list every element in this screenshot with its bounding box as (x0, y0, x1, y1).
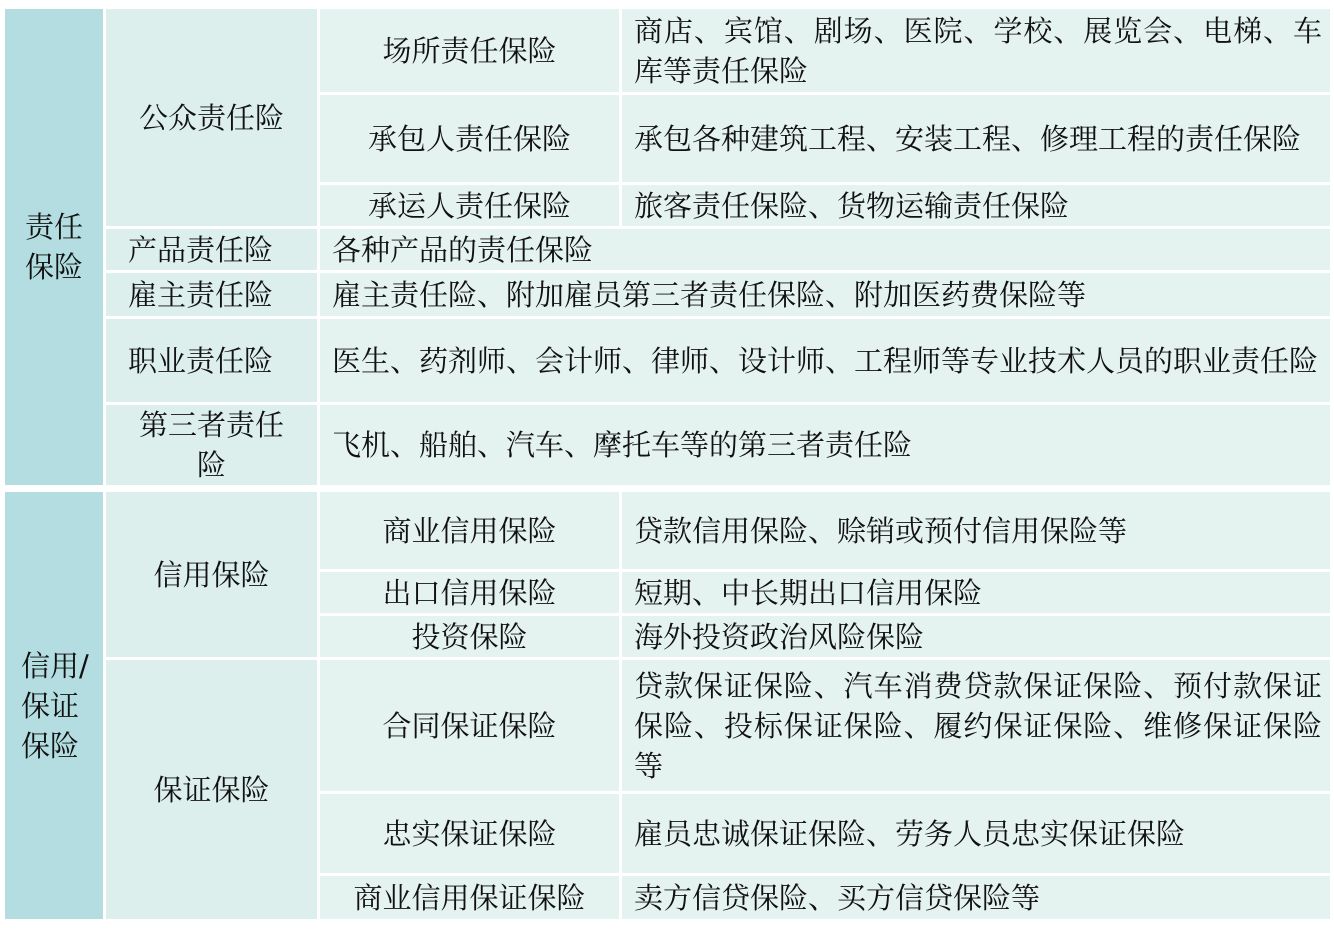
third-party-label: 第三者责任险 (138, 408, 284, 482)
kind-fidelity-guarantee: 忠实保证保险 (319, 793, 621, 875)
kind-commercial-credit-guarantee: 商业信用保证保险 (319, 875, 621, 921)
table-row (4, 318, 1332, 404)
table-row (4, 659, 1332, 793)
desc-commercial-credit: 贷款信用保险、赊销或预付信用保险等 (621, 489, 1332, 571)
kind-contract-guarantee: 合同保证保险 (319, 659, 621, 793)
desc-investment-insurance: 海外投资政治风险保险 (621, 615, 1332, 659)
category-credit-guarantee (4, 489, 105, 921)
table-row (4, 8, 1332, 94)
desc-export-credit: 短期、中长期出口信用保险 (621, 571, 1332, 615)
subcategory-employer-liability: 雇主责任险 (105, 272, 319, 318)
insurance-classification-table (2, 6, 1333, 922)
subcategory-guarantee-insurance: 保证保险 (105, 659, 319, 921)
desc-carrier-liability: 旅客责任保险、货物运输责任保险 (621, 184, 1332, 228)
subcategory-third-party-liability (105, 404, 319, 489)
table-row (4, 404, 1332, 489)
kind-premises-liability: 场所责任保险 (319, 8, 621, 94)
subcategory-product-liability: 产品责任险 (105, 228, 319, 272)
desc-employer-liability: 雇主责任险、附加雇员第三者责任保险、附加医药费保险等 (319, 272, 1332, 318)
category-liability-label: 责任保险 (24, 210, 83, 284)
desc-contract-guarantee: 贷款保证保险、汽车消费贷款保证保险、预付款保证保险、投标保证保险、履约保证保险、维修保证保险等 (621, 659, 1332, 793)
desc-fidelity-guarantee: 雇员忠诚保证保险、劳务人员忠实保证保险 (621, 793, 1332, 875)
subcategory-public-liability: 公众责任险 (105, 8, 319, 228)
category-liability (4, 8, 105, 489)
subcategory-professional-liability: 职业责任险 (105, 318, 319, 404)
table-row (4, 489, 1332, 571)
kind-contractor-liability: 承包人责任保险 (319, 94, 621, 184)
kind-carrier-liability: 承运人责任保险 (319, 184, 621, 228)
desc-third-party-liability: 飞机、船舶、汽车、摩托车等的第三者责任险 (319, 404, 1332, 489)
desc-product-liability: 各种产品的责任保险 (319, 228, 1332, 272)
kind-commercial-credit: 商业信用保险 (319, 489, 621, 571)
table-row (4, 228, 1332, 272)
table-row (4, 272, 1332, 318)
desc-premises-liability: 商店、宾馆、剧场、医院、学校、展览会、电梯、车库等责任保险 (621, 8, 1332, 94)
desc-professional-liability: 医生、药剂师、会计师、律师、设计师、工程师等专业技术人员的职业责任险 (319, 318, 1332, 404)
kind-investment-insurance: 投资保险 (319, 615, 621, 659)
desc-contractor-liability: 承包各种建筑工程、安装工程、修理工程的责任保险 (621, 94, 1332, 184)
category-credit-label: 信用/保证保险 (21, 648, 89, 763)
subcategory-credit-insurance: 信用保险 (105, 489, 319, 659)
desc-commercial-credit-guarantee: 卖方信贷保险、买方信贷保险等 (621, 875, 1332, 921)
kind-export-credit: 出口信用保险 (319, 571, 621, 615)
